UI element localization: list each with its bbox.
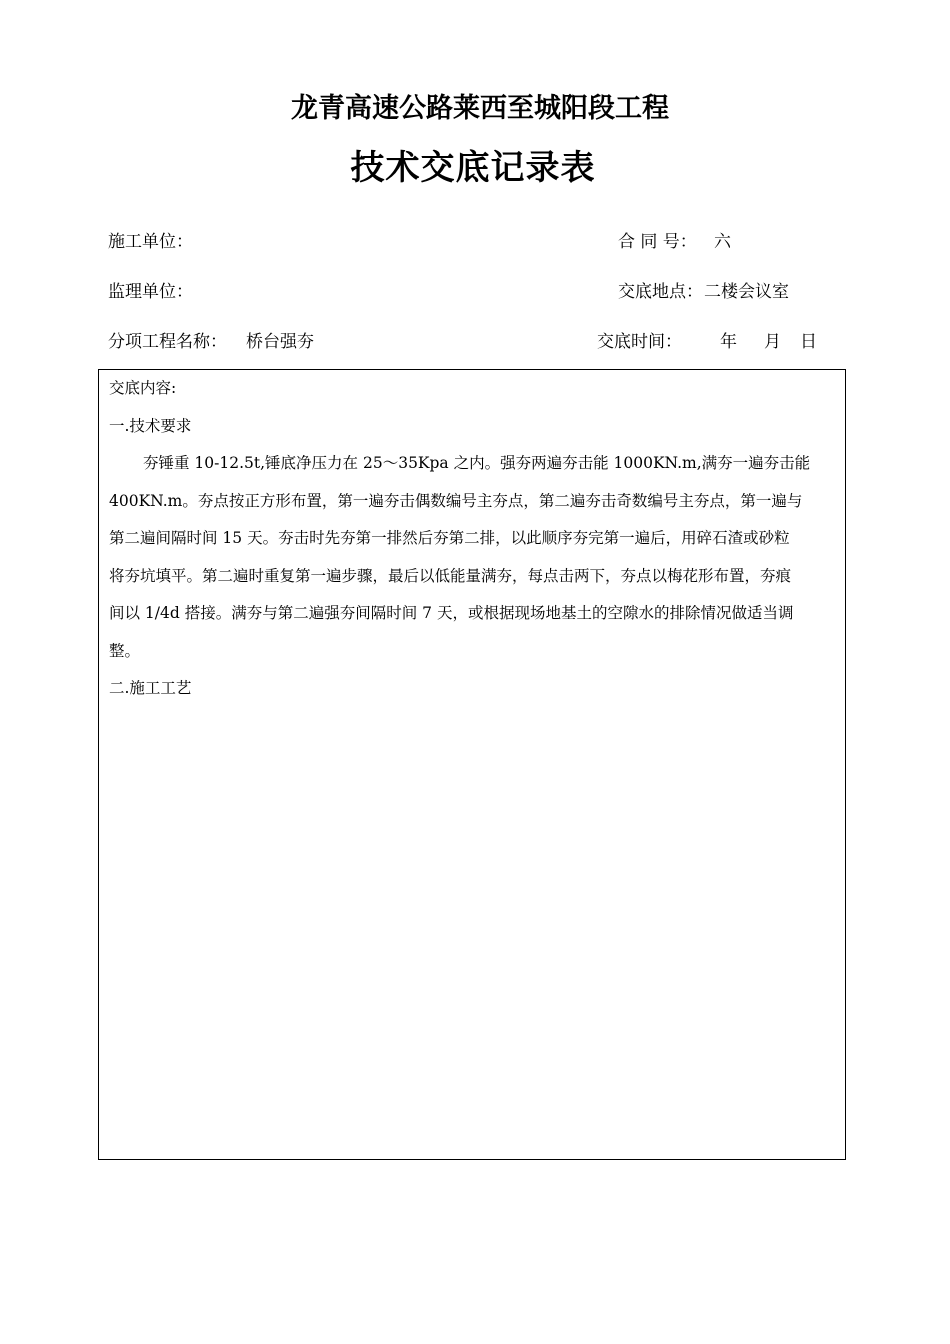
- paragraph-line: 第二遍间隔时间 15 天。夯击时先夯第一排然后夯第二排，以此顺序夯完第一遍后，用碎石渣或砂粒: [109, 529, 790, 547]
- content-heading: 交底内容:: [109, 379, 177, 397]
- location-label: 交底地点：: [618, 282, 703, 302]
- construction-unit-label: 施工单位：: [108, 232, 193, 252]
- subproject-label: 分项工程名称：: [108, 332, 227, 352]
- subproject-value: 桥台强夯: [246, 332, 314, 352]
- content-body: [109, 370, 841, 708]
- contract-value: 六: [714, 232, 731, 252]
- paragraph-line: 400KN.m。夯点按正方形布置，第一遍夯击偶数编号主夯点，第二遍夯击奇数编号主夯点，第一遍与: [109, 491, 803, 510]
- paragraph-line: 将夯坑填平。第二遍时重复第一遍步骤，最后以低能量满夯，每点击两下，夯点以梅花形布置，夯痕: [109, 566, 792, 585]
- contract-label: 合 同 号：: [618, 232, 697, 252]
- paragraph-line: 间以 1/4d 搭接。满夯与第二遍强夯间隔时间 7 天，或根据现场地基土的空隙水的排除情况做适当调: [109, 604, 794, 622]
- section2-title: 二.施工工艺: [109, 679, 192, 697]
- section1-title: 一.技术要求: [109, 416, 192, 435]
- supervision-unit-label: 监理单位：: [108, 282, 193, 302]
- project-title: 龙青高速公路莱西至城阳段工程: [291, 93, 669, 124]
- time-label: 交底时间：: [597, 332, 682, 352]
- month-label: 月: [764, 332, 781, 352]
- day-label: 日: [800, 332, 817, 352]
- year-label: 年: [720, 332, 737, 352]
- form-title: 技术交底记录表: [350, 148, 596, 188]
- location-value: 二楼会议室: [704, 282, 789, 302]
- paragraph-line: 夯锤重 10-12.5t,锤底净压力在 25～35Kpa 之内。强夯两遍夯击能 1000KN.m,满夯一遍夯击能: [143, 454, 811, 472]
- paragraph-line: 整。: [109, 641, 141, 660]
